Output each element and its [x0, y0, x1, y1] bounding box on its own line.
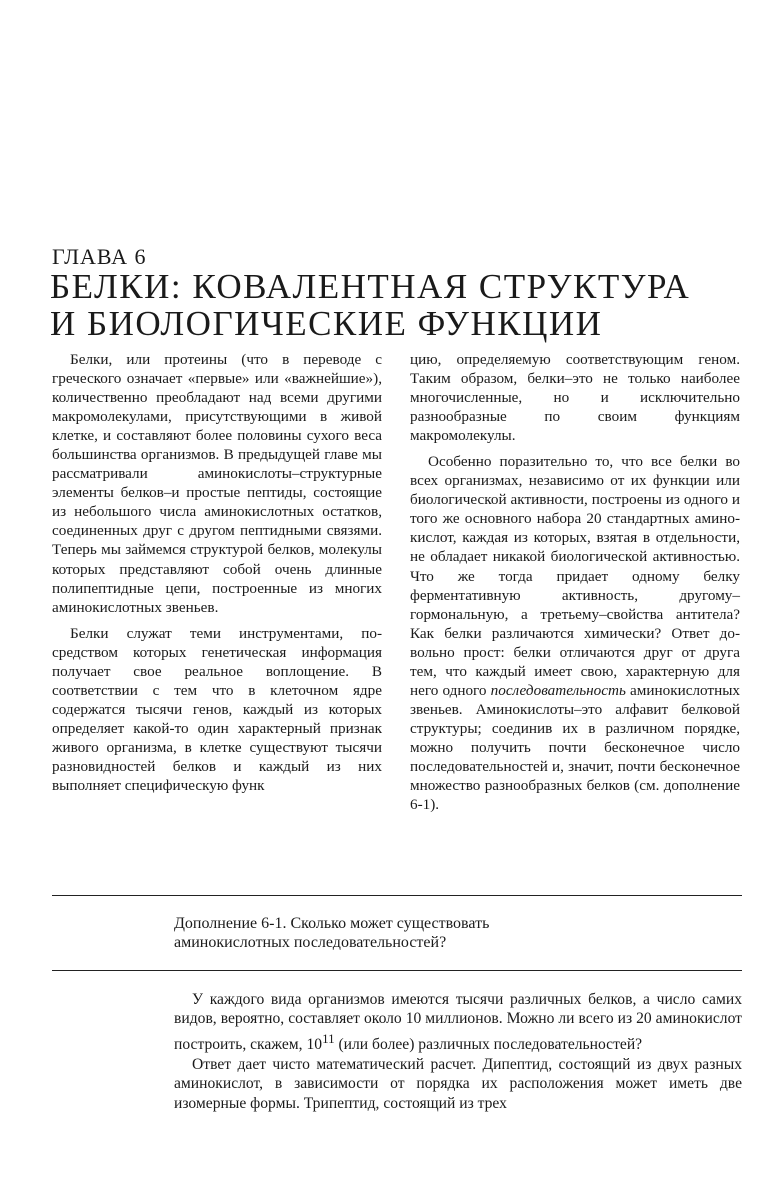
supplement-top-rule: [52, 895, 742, 896]
chapter-title-line-1: БЕЛКИ: КОВАЛЕНТНАЯ СТРУКТУРА: [50, 267, 691, 306]
right-paragraph-1: цию, определяемую соответствующим геном. Таким образом, белки–это не только наиболее многочисленные, но и исключительно разнообразные по своим функциям макромолекулы.: [410, 351, 740, 445]
right-paragraph-2-text-b: аминокислотных звеньев. Аминокислоты–это алфавит белковой структуры; соединив их в различном порядке, можно получить почти бесконечное число последовательностей и, значит, почти бесконечное множество разнообразных белков (см. дополнение 6-1).: [410, 681, 740, 814]
chapter-label: ГЛАВА 6: [52, 244, 147, 269]
supplement-paragraph-2: Ответ дает чисто математический расчет. Дипептид, состоящий из двух разных аминокислот, в зависимости от порядка их расположения может иметь две изомерные формы. Трипептид, состоящий из трех: [174, 1056, 742, 1112]
chapter-title-line-2: И БИОЛОГИЧЕСКИЕ ФУНКЦИИ: [50, 304, 603, 343]
supplement-paragraph-1-text-a: У каждого вида организмов имеются тысячи различных белков, а число самих видов, вероятно, составляет около 10 миллионов. Можно ли всего из 20 аминокислот построить, скажем, 10: [174, 991, 742, 1053]
supplement-paragraph-1-text-b: (или более) различных последовательностей?: [334, 1035, 643, 1053]
left-paragraph-2: Белки служат теми инструментами, посредством которых генетическая информация получает свое реальное воплощение. В соответствии с тем что в клеточном ядре содержатся тысячи генов, каждый из которых определяет какой-то один характерный признак живого организма, в клетке существуют тысячи разновидностей белков и каждый из них выполняет специфическую функ: [52, 624, 382, 795]
right-column: [410, 350, 740, 814]
supplement-bottom-rule: [52, 970, 742, 971]
supplement-title-line-1: Дополнение 6-1. Сколько может существовать: [174, 915, 490, 932]
left-column: [52, 350, 382, 795]
left-paragraph-1: Белки, или протеины (что в переводе с греческого означает «первые» или «важнейшие»), количественно преобладают над всеми другими макромолекулами, присутствующими в живой клетке, и составляют более половины сухого веса большинства организмов. В предыдущей главе мы рассматривали аминокислоты–структурные элементы белков–и простые пептиды, состоящие из небольшого числа аминокислотных остатков, соединенных друг с другом пептидными связями. Теперь мы займемся структурой белков, молекулы которых представляют собой очень длинные полипептидные цепи, построенные из многих аминокислотных звеньев.: [52, 351, 382, 616]
chapter-title: [50, 268, 750, 342]
supplement-body: [174, 990, 742, 1113]
supplement-paragraph-1: [174, 990, 742, 1054]
supplement-title: [174, 914, 714, 952]
right-paragraph-2-text-a: Особенно поразительно то, что все белки во всех организмах, независимо от их функции или биологической активности, построены из одного и того же основного набора 20 стандартных аминокислот, каждая из которых, взятая в отдельности, не обладает никакой биологической активностью. Что же тогда придает одному белку ферментативную активность, другому–гормональную, а третьему–свойства антитела? Как белки различаются химически? Ответ довольно прост: белки отличаются друг от друга тем, что каждый имеет свою, характерную для него одного: [410, 453, 740, 699]
italic-term: последовательность: [490, 681, 626, 699]
supplement-title-line-2: аминокислотных последовательностей?: [174, 934, 447, 951]
right-paragraph-2: [410, 452, 740, 814]
exponent: 11: [322, 1030, 335, 1046]
